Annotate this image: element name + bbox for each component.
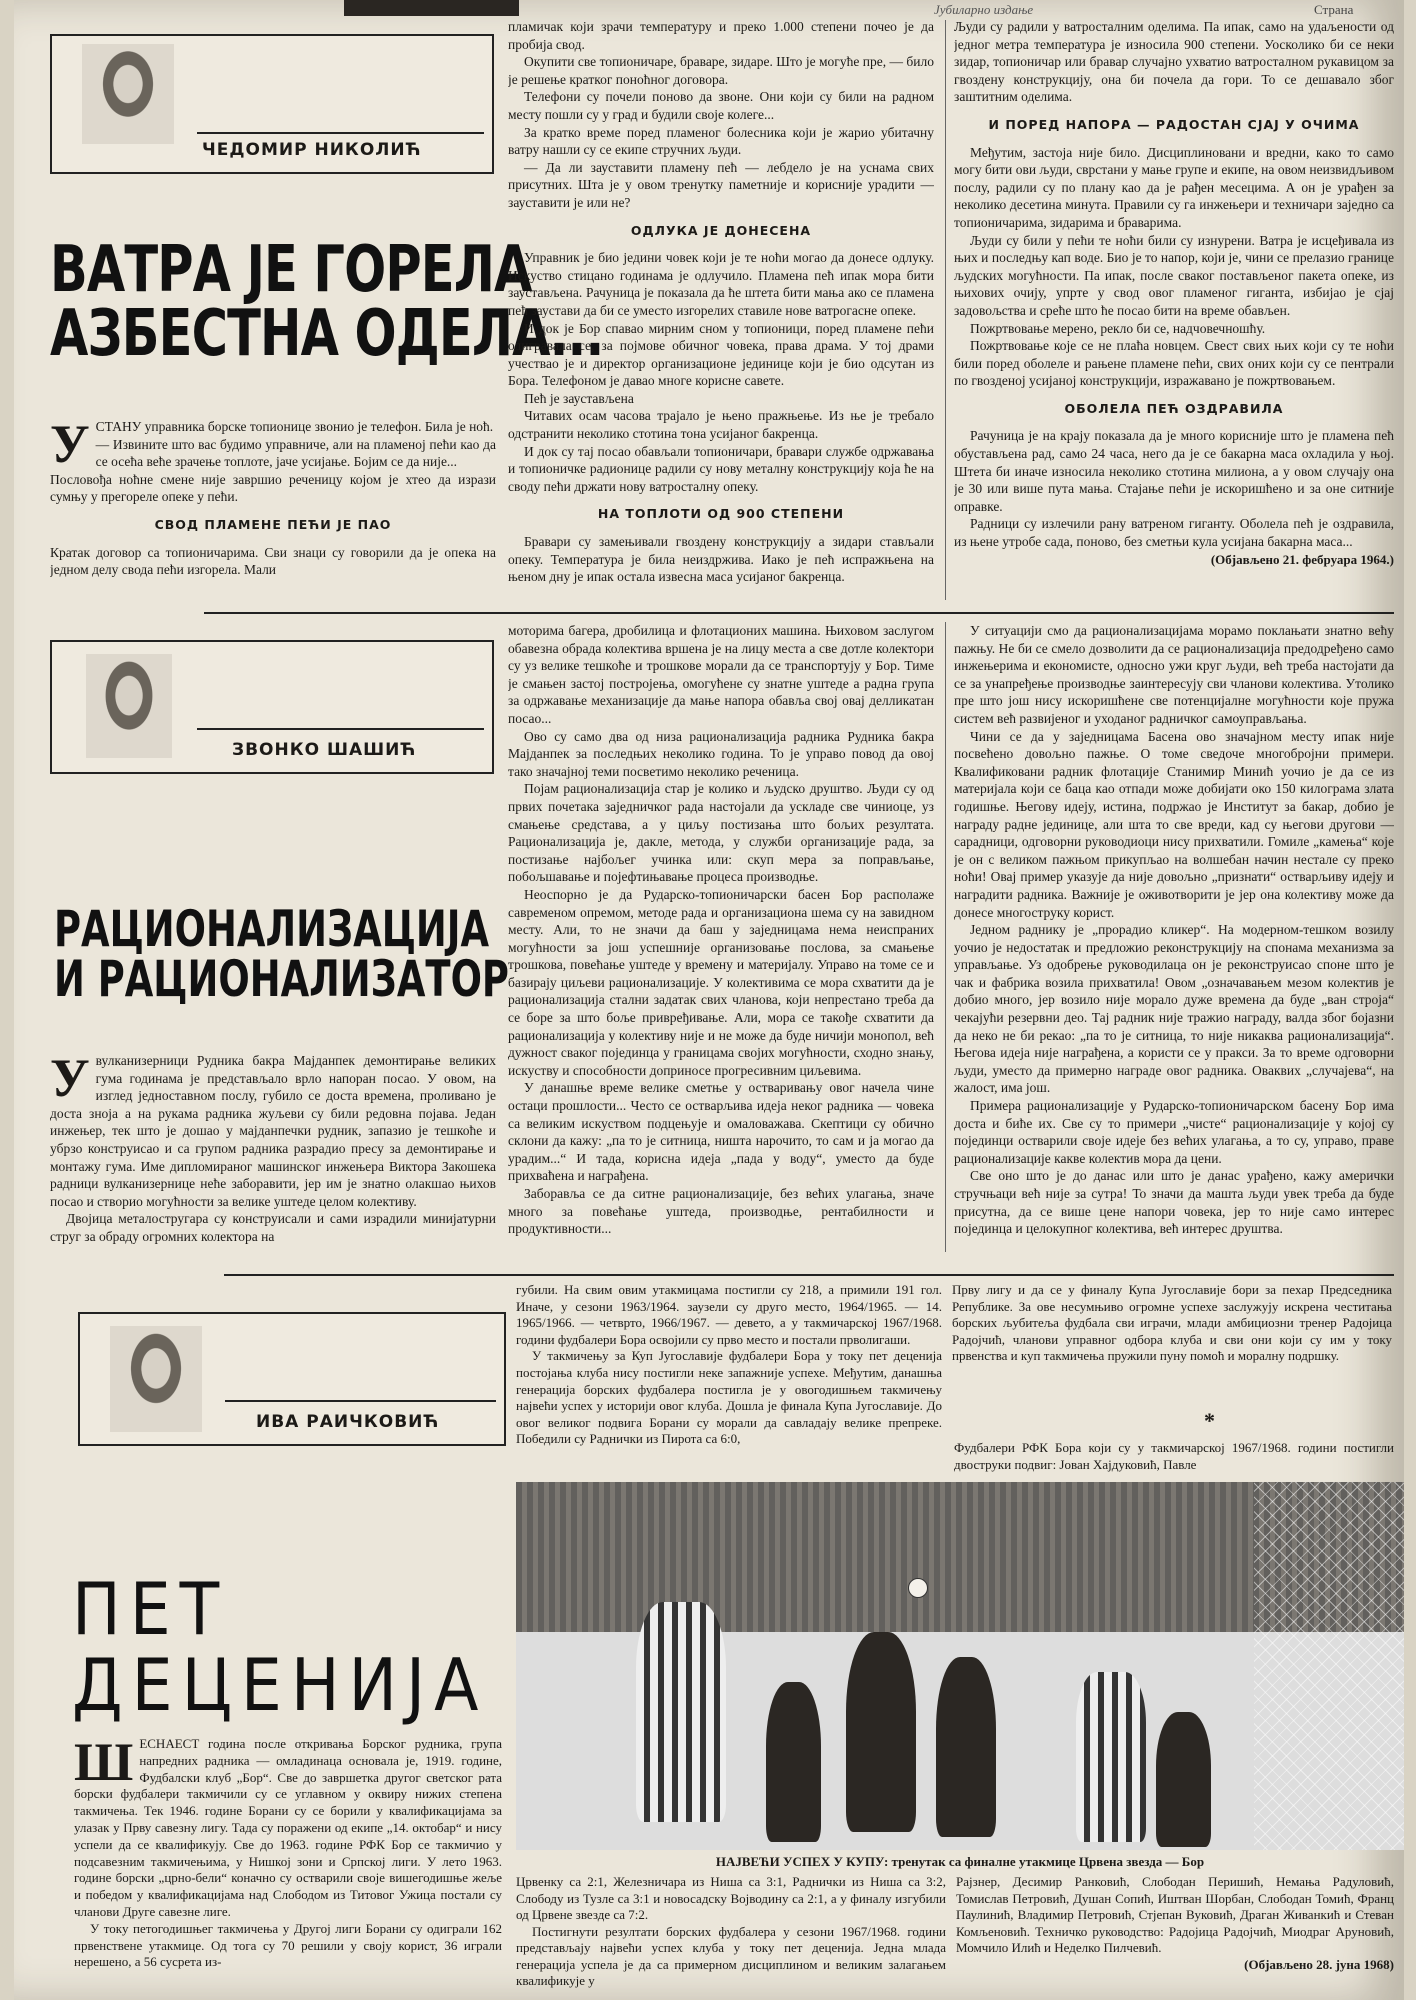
article3-col3	[952, 1282, 1392, 1392]
article3-bottom-col-b	[956, 1874, 1394, 1994]
column-divider	[945, 622, 946, 1252]
player-figure	[636, 1602, 726, 1822]
publication-date: (Објављено 21. фебруара 1964.)	[1210, 551, 1394, 567]
player-figure	[766, 1682, 821, 1842]
paragraph: Управник је био једини човек који је те ноћи могао да донесе одлуку. Искуство стицано годинама је одлучило. Пламена пећ ипак мора бити заустављена. Рачуница је показала да ће штета бити мања ако се пламена пећ заустави да би се уместо изгорелих ставиле нове ватрогасне опеке.	[508, 250, 934, 318]
author-box-1	[50, 34, 494, 174]
paragraph: — Да ли зауставити пламену пећ — лебдело је на уснама свих присутних. Шта је у овом тренутку паметније и корисније урадити — зауставити је или не?	[508, 159, 934, 210]
author-name-3: ИВА РАИЧКОВИЋ	[256, 1412, 440, 1432]
football	[908, 1578, 928, 1598]
paragraph: Бравари су замењивали гвоздену конструкцију а зидари стављали опеку. Температура је била неиздржива. Иако је пећ испражњена на њеном дну је ипак остала извесна маса усијаног бакренца.	[508, 534, 934, 585]
paragraph: Заборавља се да ситне рационализације, без већих улагања, значе много за повећање уштеда, производње, рентабилности и продуктивности...	[508, 1186, 934, 1237]
paragraph: Примера рационализације у Рударско-топионичарском басену Бор има доста и биће их. Све су то примери „чисте“ рационализације у којој су појединци остварили своје идеје без већих улагања, а то су, управо, праве рационализације какве колектив мора да цени.	[954, 1098, 1394, 1166]
paragraph: И док су тај посао обављали топионичари, бравари службе одржавања и топионичке радионице радили су нову металну конструкцију која ће на своду пећи држати нову ватросталну опеку.	[508, 443, 934, 494]
author-photo-1	[82, 44, 174, 144]
paragraph: Окупити све топионичаре, браваре, зидаре. Што је могуће пре, — било је решење кратког поноћног договора.	[508, 54, 934, 87]
newspaper-page	[14, 0, 1404, 2000]
paragraph: Пожртвовање мерено, рекло би се, надчовечношћу.	[970, 320, 1266, 336]
article2-col1	[50, 1052, 496, 1252]
article3-title-line2: ДЕЦЕНИЈА	[72, 1642, 488, 1727]
paragraph: Читавих осам часова трајало је њено пражњење. Из ње је требало одстранити неколико стотина тона усијаног бакренца.	[508, 408, 934, 442]
publication-date: (Објављено 28. јуна 1968)	[1244, 1956, 1394, 1972]
article3-bottom-col-a	[516, 1874, 946, 1994]
paragraph: моторима багера, дробилица и флотационих машина. Њиховом заслугом обавезна обрада колектива вршена је на лицу места а све дотле колектори су уз велике тешкоће и трошкове морали да се транспортују у Бор. Тиме је смањен застој постројења, омогућене су знатне уштеде а радна група за одржавање механизације да мање напора обавља свој овај делликатан посао...	[508, 623, 934, 726]
article2-col3	[954, 622, 1394, 1254]
paragraph: У ситуацији смо да рационализацијама морамо поклањати знатно већу пажњу. Не би се смело дозволити да се рационализација предодређено само инжењерима и економистe, односно ужи круг људи, већ треба настојати да се за унапређење производње заинтересују сви чланови колектива. Утолико пре што још нису искоришћене све потенцијалне могућности које пружа систем већ развијеног и уходаног радничког самоуправљања.	[954, 623, 1394, 726]
paragraph: — Извините што вас будимо управниче, али на пламеној пећи као да се осећа веће зрачење топлоте, јаче усијање. Бојим се да није...	[95, 436, 496, 470]
article2-headline	[54, 900, 509, 1008]
subheading: СВОД ПЛАМЕНЕ ПЕЋИ ЈЕ ПАО	[154, 516, 392, 532]
paragraph: Радници су излечили рану ватреном гиганту. Оболела пећ је оздравила, из њене утробе сада, поново, без сметњи кула усијана бакарна маса...	[954, 516, 1394, 550]
header-edition-label: Јубиларно издање	[934, 2, 1034, 17]
paragraph: Телефони су почели поново да звоне. Они који су били на радном месту пошли су у град и будили своје колеге...	[508, 89, 934, 122]
paragraph: Црвенку са 2:1, Железничара из Ниша са 3:1, Раднички из Ниша са 3:2, Слободу из Тузле са 3:1 и новосадску Војводину са 2:1, а у финалу изгубили од Црвене звезде са 7:2.	[516, 1874, 946, 1922]
article1-col2	[508, 18, 934, 602]
paragraph: ЕСНАЕСТ година после откривања Борског рудника, група напредних радника — омладинаца основала је, 1919. године, Фудбалски клуб „Бор“. Све до завршетка другог светског рата борски фудбалери такмичили су се углавном у оквиру нижих степена такмичења. Тек 1946. године Борани су се борили у квалификацијама за улазак у Прву савезну лигу. Тада су поражени од екипе „14. октобар“ и нису успели да се квалификују. Све до 1963. године РФК Бор се такмичио у подсавезним такмичењима, у Нишкој зони и Српској лиги. У лето 1963. године борски „црно-бели“ коначно су остварили своје вишегодишње жеље и победом у квалификацијама над Слободом из Титовог Ужица постали су чланови Друге савезне лиге.	[74, 1736, 502, 1919]
column-divider	[945, 20, 946, 600]
paragraph: У данашње време велике сметње у остваривању овог начела чине остаци прошлости... Често се остварљива идеја неког радника — човека са великим искуством подцењује и омаловажава. Скептици су обично склони да кажу: „па то је ситница, ништа нарочито, то сам и ја могао да урадим...“ И тада, корисна идеја „пада у воду“, уместо да буде прихваћена и награђена.	[508, 1080, 934, 1184]
paragraph: Рачуница је на крају показала да је много корисније што је пламена пећ обустављена рад, само 24 часа, него да је се бакарна маса охладила у њој. Штета би иначе износила неколико стотина милиона, а у овом случају она је 30 или више пута мања. Стајање пећи је искоришћено и за оне ситније оправке.	[954, 428, 1394, 514]
match-photo	[516, 1482, 1404, 1850]
paragraph: Пећ је заустављена	[524, 390, 634, 406]
section-divider	[224, 1274, 1394, 1276]
player-figure	[1156, 1712, 1211, 1847]
article1-col1	[50, 418, 496, 602]
header-page-label: Страна	[1314, 2, 1354, 17]
paragraph: СТАНУ управника борске топионице звонио је телефон. Била је ноћ.	[95, 419, 494, 434]
subheading: ОДЛУКА ЈЕ ДОНЕСЕНА	[630, 222, 812, 238]
paragraph: Постигнути резултати борских фудбалера у сезони 1967/1968. години представљају највећи успех клуба у току пет деценија. Једна млада генерација успела је да са примерном дисциплином и великим залагањем квалификује у	[516, 1923, 946, 1988]
paragraph: Међутим, застоја није било. Дисциплиновани и вредни, како то само могу бити ови људи, сврстани у мање групе и екипе, на овом неизвидљивом послу, радили су по плану као да је рађен месецима. А он је урађен за неколико десетина минута. Правили су га инжењери и техничари заједно са топионичарима, зидарима и браварима.	[954, 144, 1394, 230]
paragraph: Људи су радили у ватросталним оделима. Па ипак, само на удаљености од једног метра температура је износила 900 степени. Уосколико би се неки зидар, топионичар или бравар случајно ухватио ватросталном рукавицом за гвоздену конструкцију, она би почела да гори. То се дешавало због заштитним оделима.	[954, 19, 1394, 105]
paragraph: Двојица металостругара су конструисали и сами израдили минијатурни струг за обраду огромних колектора на	[50, 1211, 496, 1244]
paragraph: губили. На свим овим утакмицама постигли су 218, а примили 191 гол. Иначе, у сезони 1963/1964. заузели су друго место, 1964/1965. — 14. 1965/1966. — четврто, 1966/1967. — девето, а у такмичарској 1967/1968. години фудбалери Бора освојили су прво место и постали прволигаши.	[516, 1282, 942, 1347]
article3-col2	[516, 1282, 942, 1478]
paragraph: Људи су били у пећи те ноћи били су изнурени. Ватра је исцеђивала из њих и последњу кап воде. Био је то напор, који је, чини се прелазио границе људских могућности. Па ипак, после сваког постављеног пакета опеке, из њихових очију, упрте у свод овог пламеног гиганта, избијао је сјај задовољства и среће што ће посао бити на време обављен.	[954, 232, 1394, 318]
player-figure	[1076, 1672, 1146, 1842]
article3-col1	[74, 1736, 502, 1994]
section-divider	[204, 612, 1394, 614]
article3-title-line1: ПЕТ	[72, 1567, 229, 1651]
team-caption: Фудбалери РФК Бора који су у такмичарској 1967/1968. години постигли двоструки подвиг: Јован Хајдуковић, Павле	[954, 1440, 1394, 1472]
photo-caption: НАЈВЕЋИ УСПЕХ У КУПУ: тренутак са финалне утакмице Црвена звезда — Бор	[715, 1854, 1205, 1869]
paragraph: Све оно што је до данас или што је данас урађено, кажу амерички стручњаци већ није за сутра! То значи да машта људи увек треба да буде присутна, да се више цене напори човека, јер то није само интерес појединца и целокупног колектива, већ интерес друштва.	[954, 1168, 1394, 1237]
article3-headline	[72, 1567, 488, 1727]
section-asterisk: *	[1204, 1408, 1215, 1433]
paragraph: Рајзнер, Десимир Ранковић, Слободан Перишић, Немања Радуловић, Томислав Петровић, Душан Сопић, Иштван Шорбан, Слободан Томић, Франц Паулинић, Владимир Петровић, Стјепан Вуковић, Драган Живанкић и Стеван Комљеновић. Техничко руководство: Радојица Радојчић, Миодраг Аруновић, Момчило Илић и Неделко Пилчевић.	[956, 1874, 1394, 1955]
paragraph: Појам рационализација стар је колико и људско друштво. Људи су од првих почетака заједничког рада настојали да ускладе све чиниоце, уз смањење средстава, а у циљу постизања што бољих резултата. Рационализација је, дакле, метода, у служби организације рада, за постизање најбољег учинка или: скуп мера за поправљање, побољшавање и појефтињавање процеса производње.	[508, 781, 934, 885]
drop-cap: Ш	[74, 1736, 134, 1792]
author-photo-3	[110, 1326, 202, 1432]
article2-title-line2: И РАЦИОНАЛИЗАТОР	[54, 950, 509, 1008]
subheading: НА ТОПЛОТИ ОД 900 СТЕПЕНИ	[597, 506, 845, 522]
paragraph: пламичак који зрачи температуру и преко 1.000 степени почео је да пробија свод.	[508, 19, 934, 52]
article1-title-line1: ВАТРА ЈЕ ГОРЕЛА	[50, 233, 532, 307]
drop-cap: У	[50, 1052, 90, 1108]
subheading: И ПОРЕД НАПОРА — РАДОСТАН СЈАЈ У ОЧИМА	[988, 116, 1360, 132]
author-rule-3	[225, 1400, 496, 1402]
article2-title-line1: РАЦИОНАЛИЗАЦИЈА	[54, 900, 490, 958]
paragraph: вулканизерници Рудника бакра Мајданпек демонтирање великих гума годинама је представљало врло напоран посао. У овом, на изглед једноставном послу, губило се доста времена, проливано је доста зноја а на рукама радника жуљеви су били редовна појава. Један инжењер, тек што је дошао у мајданпечки рудник, запазио је тешкоће и убрзо конструисао и са групом радника разрадио пресу за демонтирање и монтажу гума. Име дипломираног машинског инжењера Виктора Закошека радници вулканизерницe неће заборавити, јер им је знатно олакшао њихов посао и створио могућности за велике уштеде целом колективу.	[50, 1053, 496, 1209]
author-photo-2	[86, 654, 172, 758]
paragraph: У току петогодишњег такмичења у Другој лиги Борани су одиграли 162 првенствене утакмице. Од тога су 70 решили у своју корист, 36 играли нерешено, а 56 сусрета из-	[74, 1920, 502, 1970]
paragraph: Неоспорно је да Рударско-топионичарски басен Бор располаже савременом опремом, методе рада и организациона шема су на завидном месту. Али, то не значи да баш у заједницама нема неиспраних могућности за још успешније организовање послова, за смањење трошкова, повећање уштеде у времену и материјалу. Управо на томе се и базирају циљеви рационализације. У колективима се мора схватити да је рационализација стални задатак свих чланова, који непрестано треба да се боре за што боље привређивање. Али, мора се такође схватити да рационализација у колективу није и не може да буде ничији монопол, већ дужност сваког појединца у границама својих могућности, сходно знању, искуству и способности доприносе прогресивним циљевима.	[508, 886, 934, 1078]
author-name-1: ЧЕДОМИР НИКОЛИЋ	[202, 140, 422, 160]
subheading: ОБОЛЕЛА ПЕЋ ОЗДРАВИЛА	[1064, 400, 1284, 416]
author-rule-1	[197, 132, 484, 134]
paragraph: У такмичењу за Куп Југославије фудбалери Бора у току пет деценија постојања клуба нису постигли неке запажније успехе. Међутим, данашња генерација борских фудбалера постигла је у овогодишњем такмичењу највећи успех у историји овог клуба. Дошла је финала Купа Југославије. До овог великог подвига Борани су морали да савладају велике препреке. Победили су Раднички из Пирота са 6:0,	[516, 1348, 942, 1447]
article2-col2	[508, 622, 934, 1254]
author-rule-2	[197, 728, 484, 730]
paragraph: Кратак договор са топионичарима. Сви знаци су говорили да је опека на једном делу свода пећи изгорела. Мали	[50, 544, 496, 578]
article1-title-line2: АЗБЕСТНА ОДЕЛА...	[50, 297, 604, 371]
paragraph: Пожртвовање које се не плаћа новцем. Свест свих њих који су те ноћи били поред оболеле и рањене пламене пећи, свих оних који су се пентрали по гвозденој усијаној конструкцији, изражавано је пожртвовањем.	[954, 338, 1394, 389]
paragraph: Пословођа ноћне смене није завршио реченицу којом је хтео да изрази сумњу у прегореле опеке у пећи.	[50, 471, 496, 505]
author-box-2	[50, 640, 494, 774]
author-name-2: ЗВОНКО ШАШИЋ	[232, 740, 417, 760]
paragraph: Прву лигу и да се у финалу Купа Југославије бори за пехар Председника Републике. За ове несумњиво огромне успехе заслужују искрена честитања борских љубитеља фудбала сви играчи, млади амбициозни тренер Радојица Радојчић, чланови управног одбора клуба и сви они који су им у току првенства и куп такмичења пружили пуну помоћ и моралну подршку.	[952, 1282, 1392, 1364]
paragraph: Чини се да у заједницама Басена ово значајном месту ипак није посвећено довољно пажње. О томе сведоче многобројни примери. Квалификовани радник флотације Станимир Минић уочио је да се из материјала који се баца као отпади може добијати око 150 килограма злата годишње. Његову идеју, истина, подржао је Институт за бакар, добио је награду радне јединице, али шта то све вреди, кад су његови другови — сарадници, одговорни руководиоци нису прихватили. Гомиле „камења“ које је он с великом пажњом прикупљао на волшебан начин нестале су преко ноћи! Овај пример указује да није довољно „признати“ остварљиву идеју и наградити радника. Важније је оживотворити је јер она колективу може да донесе многоструку корист.	[954, 728, 1394, 920]
player-figure	[846, 1632, 916, 1832]
goal-net	[1254, 1482, 1404, 1850]
paragraph: Ово су само два од низа рационализација радника Рудника бакра Мајданпек за последњих неколико година. То је управо повод да овој тако значајној теми посветимо неколико реченица.	[508, 728, 934, 779]
paragraph: За кратко време поред пламеног болесника који је жарио убитачну ватру нашли су се екипе стручних људи.	[508, 124, 934, 158]
player-figure	[936, 1657, 996, 1837]
drop-cap: У	[50, 418, 90, 474]
paragraph: Једном раднику је „прорадио кликер“. На модерном-тешком возилу уочио је недостатак и предложио реконструкцију на спонама механизма за управљање. Уз одобрење руководилаца он је реконструисао споне што је чак и фабрика возила прихватила! Овом „означавањем мезом колектив је добио много, јер возило није морало дуже времена да буде „ван строја“ чекајући резервни део. Тај радник није тражио награду, валда због бојазни да неко не би рекао: „па то је ситница, то није никаква рационализација“. Његова идеја није награђена, а користи се у пракси. За то време одговорни људи, уместо да примерно награде овог радника. Оваквих „случајева“, на жалост, има још.	[954, 922, 1394, 1096]
author-box-3	[78, 1312, 506, 1446]
article1-col3	[954, 18, 1394, 602]
paragraph: И док је Бор спавао мирним сном у топионици, поред пламене пећи одигравала се, за појмове обичног човека, права драма. У тој драми учествао је и директор организационе јединице који је био одсутан из Бора. Телефоном је давао многе корисне савете.	[508, 320, 934, 389]
header-dark-bar	[344, 0, 519, 16]
